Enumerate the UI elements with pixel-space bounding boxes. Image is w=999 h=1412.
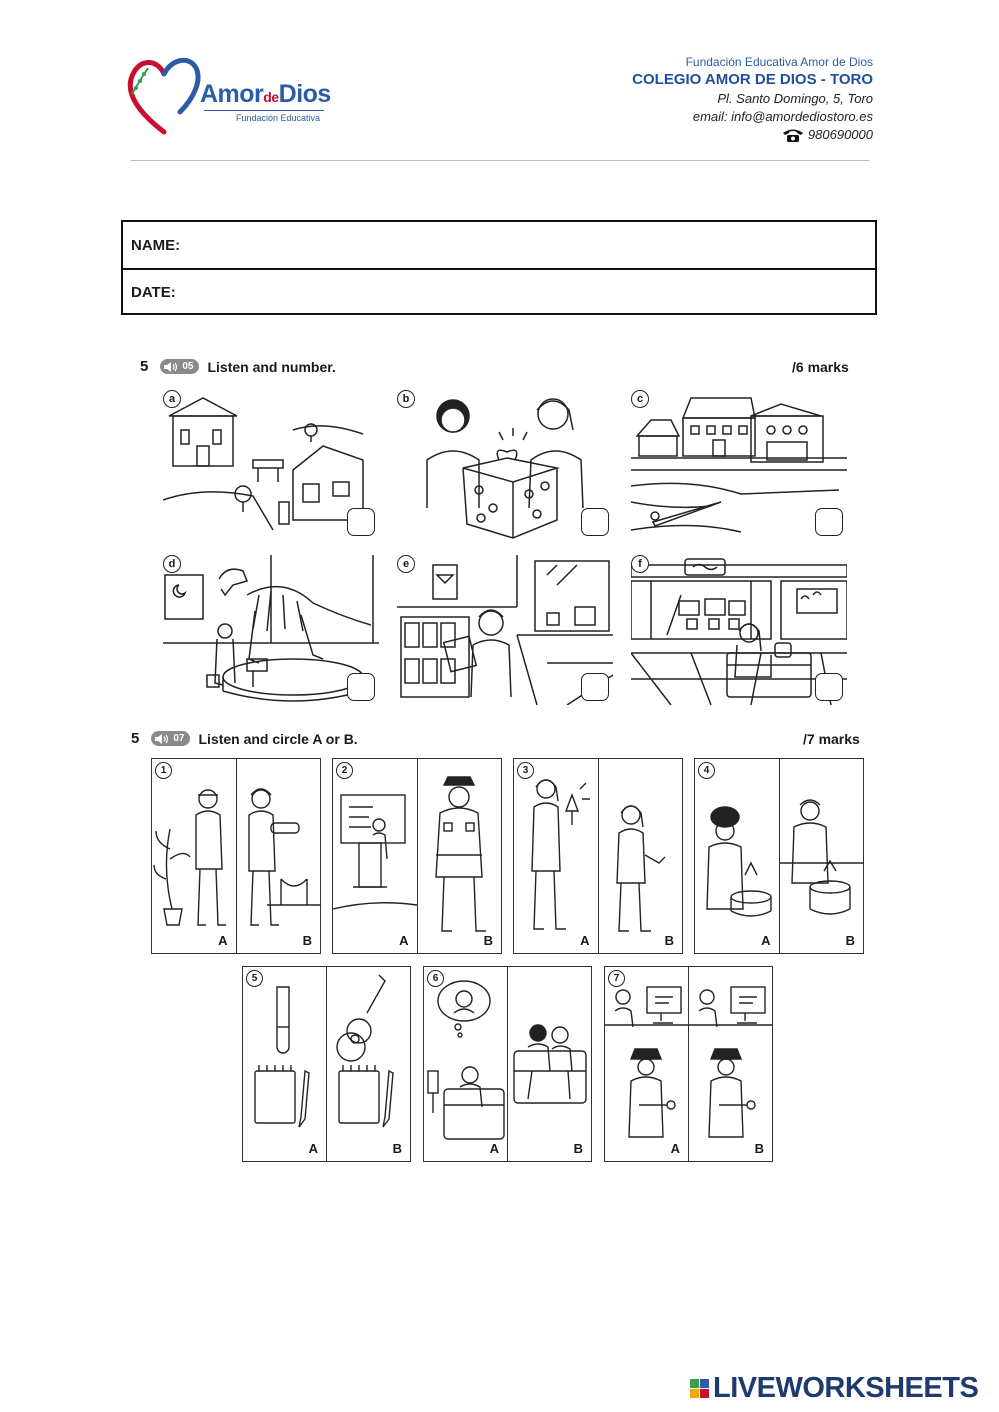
- picture-letter-f: f: [631, 555, 649, 573]
- panel-number-1: 1: [155, 762, 172, 779]
- answer-box-e[interactable]: [581, 673, 609, 701]
- baker-cake-icon: [695, 759, 779, 953]
- panel-6: [423, 966, 592, 1162]
- answer-box-b[interactable]: [581, 508, 609, 536]
- school-email: email: info@amordediostoro.es: [692, 109, 873, 124]
- panel-6-option-b[interactable]: [507, 967, 591, 1161]
- panel-4-option-a[interactable]: [695, 759, 779, 953]
- exercise2-track: 07: [173, 733, 185, 744]
- panel-number-3: 3: [517, 762, 534, 779]
- speaker-icon: [163, 361, 179, 373]
- name-label: NAME:: [131, 236, 181, 254]
- panel-2-option-a[interactable]: [333, 759, 417, 953]
- exercise2-number: 5: [131, 730, 140, 747]
- girl-thinking-armchair-icon: [424, 967, 508, 1161]
- logo-wordmark: AmordeDios: [200, 80, 331, 108]
- option-a-label: A: [580, 933, 590, 948]
- option-b-label: B: [845, 933, 855, 948]
- option-a-label: A: [308, 1141, 318, 1156]
- option-a-label: A: [761, 933, 771, 948]
- panel-2: [332, 758, 502, 954]
- panel-2-option-b[interactable]: [417, 759, 502, 953]
- presenter-screen-icon: [333, 759, 417, 953]
- liveworksheets-logo[interactable]: [690, 1372, 978, 1405]
- option-b-label: B: [754, 1141, 764, 1156]
- panel-number-7: 7: [608, 970, 625, 987]
- picture-letter-e: e: [397, 555, 415, 573]
- school-name: COLEGIO AMOR DE DIOS - TORO: [632, 71, 873, 88]
- panel-5-option-a[interactable]: [243, 967, 326, 1161]
- option-b-label: B: [573, 1141, 583, 1156]
- panel-1-option-a[interactable]: [152, 759, 236, 953]
- panel-1: [151, 758, 321, 954]
- computer-firefighter-icon: [605, 967, 689, 1161]
- woman-award-icon: [514, 759, 598, 953]
- exercise1-audio-button[interactable]: [160, 359, 199, 374]
- panel-7: [604, 966, 773, 1162]
- panel-4-option-b[interactable]: [779, 759, 864, 953]
- picture-letter-a: a: [163, 390, 181, 408]
- answer-box-a[interactable]: [347, 508, 375, 536]
- picture-b: [397, 390, 613, 540]
- exercise2-marks: /7 marks: [803, 731, 860, 747]
- answer-box-c[interactable]: [815, 508, 843, 536]
- panel-3: [513, 758, 683, 954]
- option-a-label: A: [218, 933, 228, 948]
- panel-7-option-b[interactable]: [688, 967, 772, 1161]
- exercise1-number: 5: [140, 358, 149, 375]
- telephone-icon: [782, 127, 804, 143]
- panel-7-option-a[interactable]: [605, 967, 688, 1161]
- exercise1-marks: /6 marks: [792, 359, 849, 375]
- guitar-notebook-icon: [327, 967, 411, 1161]
- picture-e: [397, 555, 613, 705]
- school-contact-block: [632, 54, 873, 144]
- option-a-label: A: [489, 1141, 499, 1156]
- panel-1-option-b[interactable]: [236, 759, 321, 953]
- couple-armchair-icon: [508, 967, 592, 1161]
- panel-3-option-a[interactable]: [514, 759, 598, 953]
- answer-box-f[interactable]: [815, 673, 843, 701]
- school-logo: [124, 54, 344, 138]
- exercise2-instruction: Listen and circle A or B.: [198, 730, 358, 747]
- picture-c: [631, 390, 847, 540]
- panel-number-2: 2: [336, 762, 353, 779]
- option-b-label: B: [302, 933, 312, 948]
- logo-subtitle: Fundación Educativa: [236, 113, 321, 123]
- option-b-label: B: [664, 933, 674, 948]
- picture-letter-c: c: [631, 390, 649, 408]
- exercise1-track: 05: [182, 361, 194, 372]
- option-b-label: B: [392, 1141, 402, 1156]
- test-tube-notebook-icon: [243, 967, 327, 1161]
- answer-box-d[interactable]: [347, 673, 375, 701]
- option-b-label: B: [483, 933, 493, 948]
- exercise1-header: [140, 358, 336, 375]
- gardener-plant-icon: [152, 759, 236, 953]
- liveworksheets-brand: LIVEWORKSHEETS: [713, 1372, 979, 1404]
- school-phone: 980690000: [807, 127, 873, 142]
- panel-number-4: 4: [698, 762, 715, 779]
- school-phone-row: [632, 126, 873, 144]
- option-a-label: A: [670, 1141, 680, 1156]
- header-divider: [130, 160, 870, 161]
- liveworksheets-mark-icon: [690, 1379, 709, 1398]
- picture-d: [163, 555, 379, 705]
- speaker-icon: [154, 733, 170, 745]
- computer-firefighter-icon: [689, 967, 773, 1161]
- student-info-box: [121, 220, 877, 315]
- picture-a: [163, 390, 379, 540]
- woman-speaking-icon: [599, 759, 683, 953]
- school-address: Pl. Santo Domingo, 5, Toro: [717, 91, 873, 106]
- option-a-label: A: [399, 933, 409, 948]
- picture-letter-b: b: [397, 390, 415, 408]
- exercise2-header: [131, 730, 358, 747]
- cook-decorating-cake-icon: [780, 759, 864, 953]
- panel-5-option-b[interactable]: [326, 967, 410, 1161]
- police-officer-icon: [418, 759, 502, 953]
- date-label: DATE:: [131, 283, 176, 301]
- panel-6-option-a[interactable]: [424, 967, 507, 1161]
- panel-4: [694, 758, 864, 954]
- exercise1-instruction: Listen and number.: [207, 358, 336, 375]
- panel-number-5: 5: [246, 970, 263, 987]
- picture-f: [631, 555, 847, 705]
- panel-number-6: 6: [427, 970, 444, 987]
- panel-5: [242, 966, 411, 1162]
- exercise2-audio-button[interactable]: [151, 731, 190, 746]
- engineer-bridge-icon: [237, 759, 321, 953]
- date-row[interactable]: [123, 268, 875, 314]
- panel-3-option-b[interactable]: [598, 759, 683, 953]
- name-row[interactable]: [123, 222, 875, 268]
- picture-letter-d: d: [163, 555, 181, 573]
- foundation-name: Fundación Educativa Amor de Dios: [685, 55, 873, 69]
